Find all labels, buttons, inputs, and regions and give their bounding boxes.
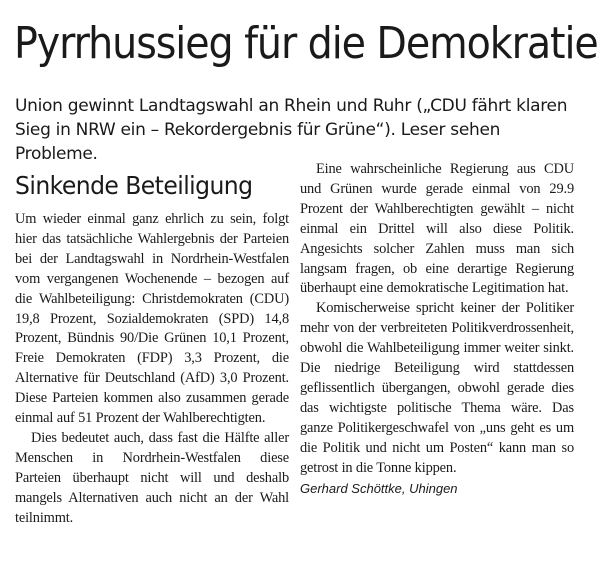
section-title: Sinkende Beteiligung	[15, 171, 253, 200]
headline: Pyrrhussieg für die Demokratie	[14, 18, 598, 69]
signature: Gerhard Schöttke, Uhingen	[300, 480, 458, 496]
paragraph-3: Eine wahrscheinliche Regierung aus CDU und Grünen wurde gerade einmal von 29.9 Prozent der Wahlberechtigten gewählt – nicht einmal ein Drittel will also diese Politik. Angesichts solcher Zahlen muss man sich langsam fragen, ob eine derartige Regierung überhaupt eine demokratische Legitimation hat.	[300, 161, 574, 297]
article-column-right	[300, 160, 574, 499]
paragraph-2: Dies bedeutet auch, dass fast die Hälfte aller Menschen in Nordrhein-Westfalen diese Parteien überhaupt nicht will und deshalb mangels Alternativen auch nicht an der Wahl teilnimmt.	[15, 429, 289, 526]
paragraph-4: Komischerweise spricht keiner der Politiker mehr von der verbreiteten Politikverdrossenheit, obwohl die Wahlbeteiligung immer weiter sinkt. Die niedrige Beteiligung wird stattdessen geflissentlich übergangen, obwohl gerade dies das wichtigste politische Thema wäre. Das ganze Politikergeschwafel von „uns geht es um die Politik und nicht um Posten“ kann man so getrost in die Tonne kippen.	[300, 300, 574, 476]
article-column-left	[15, 170, 289, 529]
paragraph-1: Um wieder einmal ganz ehrlich zu sein, folgt hier das tatsächliche Wahlergebnis der Parteien bei der Landtagswahl in Nordrhein-Westfalen vom vergangenen Wochenende – bezogen auf die Wahlbeteiligung: Christdemokraten (CDU) 19,8 Prozent, Sozialdemokraten (SPD) 14,8 Prozent, Bündnis 90/Die Grünen 10,1 Prozent, Freie Demokraten (FDP) 3,3 Prozent, die Alternative für Deutschland (AfD) 3,0 Prozent. Diese Parteien kommen also zusammen gerade einmal auf 51 Prozent der Wahlberechtigten.	[15, 211, 289, 427]
subheadline: Union gewinnt Landtagswahl an Rhein und Ruhr („CDU fährt klaren Sieg in NRW ein – Rekordergebnis für Grüne“). Leser sehen Probleme.	[15, 96, 568, 164]
